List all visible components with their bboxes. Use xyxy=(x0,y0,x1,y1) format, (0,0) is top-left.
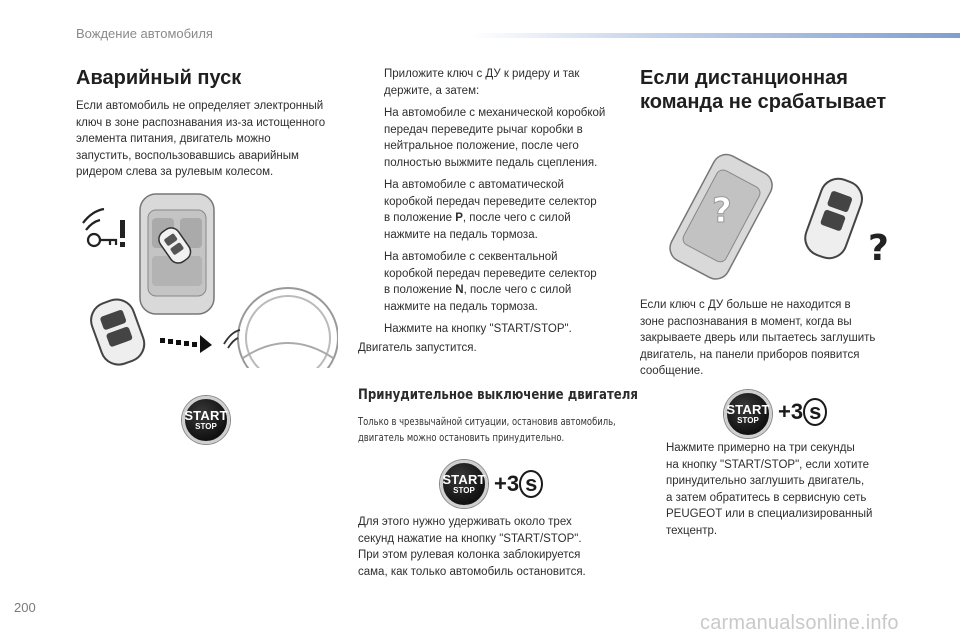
svg-text:?: ? xyxy=(712,191,732,231)
bullet-line: На автомобиле с секвентальной xyxy=(384,251,558,263)
bullet-item xyxy=(358,321,633,338)
svg-text:?: ? xyxy=(868,228,889,269)
subtitle-line: Только в чрезвычайной ситуации, остановив автомобиль, xyxy=(358,416,616,428)
key-warning-icon xyxy=(83,209,125,247)
bullet-text: в положение xyxy=(384,284,456,296)
bullet-line: принудительно заглушить двигатель, xyxy=(666,475,865,487)
hold-line: сама, как только автомобиль остановится. xyxy=(358,565,586,578)
forced-stop-subtitle xyxy=(358,414,616,446)
bullet-line xyxy=(384,282,633,299)
bullet-line: нажмите на педаль тормоза. xyxy=(384,228,538,241)
intro-line: элемента питания, двигатель можно xyxy=(76,133,271,145)
hold-instructions xyxy=(358,514,633,580)
right-column xyxy=(640,66,920,114)
bullet-line: техцентр. xyxy=(666,524,718,537)
info-line: сообщение. xyxy=(640,365,704,377)
header-gradient-bar xyxy=(470,33,960,38)
plus3-label: +3 xyxy=(778,399,804,424)
gear-p-label: P xyxy=(455,212,463,224)
bullet-line: Нажмите на кнопку "START/STOP". xyxy=(384,323,572,335)
info-line: закрываете дверь или пытаетесь заглушить xyxy=(640,332,876,344)
remote-fail-info xyxy=(640,297,920,380)
bullet-line: нажмите на педаль тормоза. xyxy=(384,300,538,313)
stop-label: STOP xyxy=(737,415,759,425)
emergency-reader-illustration xyxy=(78,188,338,368)
gear-n-label: N xyxy=(455,284,464,296)
emergency-start-title: Аварийный пуск xyxy=(76,67,242,89)
start-stop-button-icon xyxy=(440,460,488,508)
intro-line: ключ в зоне распознавания из-за истощенного xyxy=(76,116,326,129)
engine-starts-text: Двигатель запустится. xyxy=(358,341,477,354)
bullet-line: на кнопку "START/STOP", если хотите xyxy=(666,458,870,471)
bullet-text: , после чего с силой xyxy=(463,284,572,296)
bullet-item xyxy=(358,177,633,243)
stop-label: STOP xyxy=(453,485,475,495)
bullet-line: полностью выжмите педаль сцепления. xyxy=(384,156,598,169)
bullet-text: , после чего с силой xyxy=(462,212,571,224)
key-fob-icon xyxy=(800,174,867,264)
hold-line: секунд нажатие на кнопку "START/STOP". xyxy=(358,532,582,545)
remote-fail-illustration xyxy=(652,150,902,290)
start-stop-button-icon xyxy=(182,396,230,444)
bullet-line: Приложите ключ с ДУ к ридеру и так xyxy=(384,68,580,80)
subtitle-line: двигатель можно остановить принудительно. xyxy=(358,432,565,444)
right-bullet xyxy=(640,440,930,545)
bullet-line: передач переведите рычаг коробки в xyxy=(384,123,583,136)
start-label: START xyxy=(726,401,770,417)
bullet-line: коробкой передач переведите селектор xyxy=(384,195,597,208)
left-column xyxy=(76,66,346,181)
dotted-arrow-icon xyxy=(160,335,212,353)
bullet-line: На автомобиле с автоматической xyxy=(384,179,564,191)
info-line: двигатель, на панели приборов появится xyxy=(640,348,860,361)
hold-line: При этом рулевая колонка заблокируется xyxy=(358,549,581,561)
remote-fail-title xyxy=(640,66,920,114)
key-fob-icon xyxy=(86,294,149,368)
page-number: 200 xyxy=(14,600,36,615)
bullet-line: Нажмите примерно на три секунды xyxy=(666,442,855,454)
intro-line: ридером слева за рулевым колесом. xyxy=(76,166,274,178)
seconds-label: s xyxy=(803,398,827,426)
start-label: START xyxy=(184,407,228,423)
bullet-line: PEUGEOT или в специализированный xyxy=(666,508,873,520)
bullet-line xyxy=(384,210,633,227)
bullet-text: в положение xyxy=(384,212,456,224)
bullet-line: На автомобиле с механической коробкой xyxy=(384,107,606,119)
middle-column xyxy=(358,66,633,356)
bullet-item xyxy=(640,440,930,539)
forced-stop-title: Принудительное выключение двигателя xyxy=(358,387,638,403)
bullet-item xyxy=(358,66,633,99)
info-line: зоне распознавания в момент, когда вы xyxy=(640,315,852,328)
start-stop-button-icon xyxy=(724,390,772,438)
title-line: команда не срабатывает xyxy=(640,91,887,113)
intro-line: Если автомобиль не определяет электронный xyxy=(76,100,324,112)
title-line: Если дистанционная xyxy=(640,67,848,89)
bullet-line: нейтральное положение, после чего xyxy=(384,140,579,152)
emergency-start-intro xyxy=(76,98,346,181)
bullet-line: держите, а затем: xyxy=(384,84,480,97)
seconds-label: s xyxy=(519,470,543,498)
bullet-item xyxy=(358,105,633,171)
watermark: carmanualsonline.info xyxy=(700,612,899,634)
plus3-label: +3 xyxy=(494,471,520,496)
bullet-line: а затем обратитесь в сервисную сеть xyxy=(666,491,867,504)
plus-three-seconds-icon xyxy=(494,470,543,498)
stop-label: STOP xyxy=(195,421,217,431)
intro-line: запустить, воспользовавшись аварийным xyxy=(76,149,299,162)
steering-wheel-icon xyxy=(238,288,338,368)
start-label: START xyxy=(442,471,486,487)
question-mark-icon xyxy=(712,191,732,231)
hold-line: Для этого нужно удерживать около трех xyxy=(358,516,572,528)
bullet-item xyxy=(358,249,633,315)
section-title: Вождение автомобиля xyxy=(76,26,213,41)
bullet-line: коробкой передач переведите селектор xyxy=(384,267,597,280)
plus-three-seconds-icon xyxy=(778,398,827,426)
info-line: Если ключ с ДУ больше не находится в xyxy=(640,299,851,311)
question-mark-icon xyxy=(868,228,889,269)
